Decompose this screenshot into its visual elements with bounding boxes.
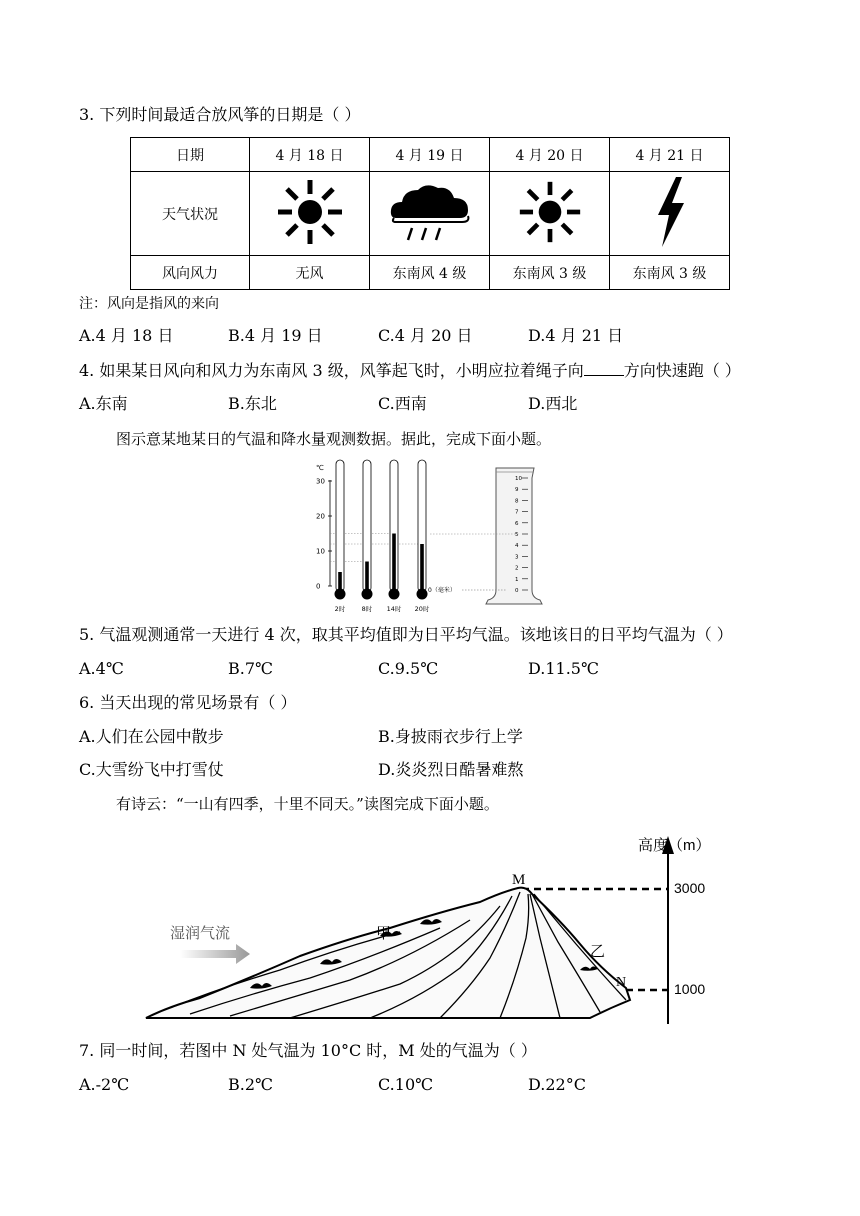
- q4-question-pre: 4. 如果某日风向和风力为东南风 3 级，风筝起飞时，小明应拉着绳子向: [79, 361, 584, 380]
- wind-cell: 无风: [250, 256, 370, 290]
- table-header-cell: 4 月 21 日: [610, 138, 730, 172]
- q5-question: 5. 气温观测通常一天进行 4 次，取其平均值即为日平均气温。该地该日的日平均气温为（ ）: [79, 625, 733, 644]
- answer-blank[interactable]: [584, 359, 624, 376]
- temperature-column: [365, 562, 369, 595]
- q4-option-b[interactable]: B.东北: [228, 394, 277, 413]
- temp-unit-label: ℃: [316, 464, 324, 472]
- sun-icon: [490, 172, 610, 256]
- temp-tick-label: 30: [316, 477, 325, 486]
- gauge-tick-label: 7: [515, 509, 519, 516]
- wind-cell: 东南风 4 级: [370, 256, 490, 290]
- gauge-tick-label: 4: [515, 543, 519, 550]
- rain-gauge: [428, 468, 542, 604]
- q3-option-d[interactable]: D.4 月 21 日: [528, 326, 624, 345]
- q6-option-c[interactable]: C.大雪纷飞中打雪仗: [79, 760, 224, 779]
- gauge-tick-label: 9: [515, 487, 519, 494]
- table-header-cell: 4 月 18 日: [250, 138, 370, 172]
- q5-option-a[interactable]: A.4℃: [79, 659, 124, 678]
- q5-option-c[interactable]: C.9.5℃: [378, 659, 439, 678]
- wind-cell: 东南风 3 级: [490, 256, 610, 290]
- wind-label: 风向风力: [131, 256, 250, 290]
- q4-question: [79, 359, 741, 382]
- temperature-column: [338, 572, 342, 594]
- thermometer-time-label: 20时: [414, 605, 430, 613]
- tick-1000: 1000: [674, 981, 706, 997]
- temp-tick-label: 0: [316, 582, 321, 591]
- rain-cloud-icon: [370, 172, 490, 256]
- thermometer-time-label: 2时: [334, 605, 346, 613]
- label-jia: 甲: [376, 924, 392, 942]
- q6-option-a[interactable]: A.人们在公园中散步: [79, 727, 224, 746]
- gauge-tick-label: 5: [515, 532, 519, 538]
- q4-question-post: 方向快速跑（ ）: [623, 361, 741, 380]
- gauge-tick-label: 10: [515, 476, 522, 482]
- temp-tick-label: 20: [316, 512, 325, 521]
- gauge-tick-label: 8: [515, 498, 519, 505]
- thermometer: [387, 460, 402, 613]
- label-yi: 乙: [590, 942, 606, 960]
- intro-text-2: 有诗云：“一山有四季，十里不同天。”读图完成下面小题。: [116, 795, 499, 813]
- tick-3000: 3000: [674, 880, 706, 896]
- table-note: 注：风向是指风的来向: [79, 296, 219, 312]
- point-n-label: N: [616, 975, 627, 990]
- q6-option-b[interactable]: B.身披雨衣步行上学: [378, 727, 523, 746]
- q3-option-b[interactable]: B.4 月 19 日: [228, 326, 323, 345]
- q4-option-d[interactable]: D.西北: [528, 394, 578, 413]
- point-m-label: M: [512, 872, 526, 888]
- q6-question: 6. 当天出现的常见场景有（ ）: [79, 693, 297, 712]
- weather-observation-figure: [310, 458, 560, 618]
- thermometer: [362, 460, 373, 613]
- wind-cell: 东南风 3 级: [610, 256, 730, 290]
- table-header-cell: 4 月 19 日: [370, 138, 490, 172]
- gauge-tick-label: 3: [515, 554, 519, 561]
- airflow-arrow-icon: [180, 944, 250, 964]
- q7-option-b[interactable]: B.2℃: [228, 1075, 273, 1094]
- gauge-tick-label: 0: [515, 588, 519, 594]
- q7-option-a[interactable]: A.-2℃: [79, 1075, 130, 1094]
- mountain-figure: [140, 828, 720, 1028]
- thermometer-time-label: 14时: [386, 605, 402, 613]
- q3-option-c[interactable]: C.4 月 20 日: [378, 326, 473, 345]
- table-header-cell: 4 月 20 日: [490, 138, 610, 172]
- q6-option-d[interactable]: D.炎炎烈日酷暑难熬: [378, 760, 524, 779]
- temp-tick-label: 10: [316, 547, 325, 556]
- q4-option-a[interactable]: A.东南: [79, 394, 128, 413]
- gauge-tick-label: 2: [515, 565, 519, 572]
- gauge-tick-label: 1: [515, 576, 519, 583]
- sun-icon: [250, 172, 370, 256]
- lightning-icon: [610, 172, 730, 256]
- table-header-cell: 日期: [131, 138, 250, 172]
- temperature-column: [420, 544, 424, 594]
- q5-option-d[interactable]: D.11.5℃: [528, 659, 599, 678]
- q3-option-a[interactable]: A.4 月 18 日: [79, 326, 174, 345]
- q7-question: 7. 同一时间，若图中 N 处气温为 10°C 时，M 处的气温为（ ）: [79, 1041, 537, 1060]
- q7-option-c[interactable]: C.10℃: [378, 1075, 434, 1094]
- q5-option-b[interactable]: B.7℃: [228, 659, 273, 678]
- weather-label: 天气状况: [131, 172, 250, 256]
- gauge-zero-label: 0（毫米）: [428, 587, 456, 594]
- airflow-label: 湿润气流: [170, 924, 231, 942]
- q7-option-d[interactable]: D.22°C: [528, 1075, 586, 1094]
- height-axis-title: 高度（m）: [638, 837, 711, 854]
- thermometer: [335, 460, 346, 613]
- q3-question: 3. 下列时间最适合放风筝的日期是（ ）: [79, 105, 361, 124]
- weather-table: [130, 137, 730, 290]
- gauge-tick-label: 6: [515, 520, 519, 527]
- thermometer-time-label: 8时: [361, 605, 373, 613]
- temperature-column: [392, 534, 396, 595]
- intro-text-1: 图示意某地某日的气温和降水量观测数据。据此，完成下面小题。: [116, 430, 552, 448]
- q4-option-c[interactable]: C.西南: [378, 394, 427, 413]
